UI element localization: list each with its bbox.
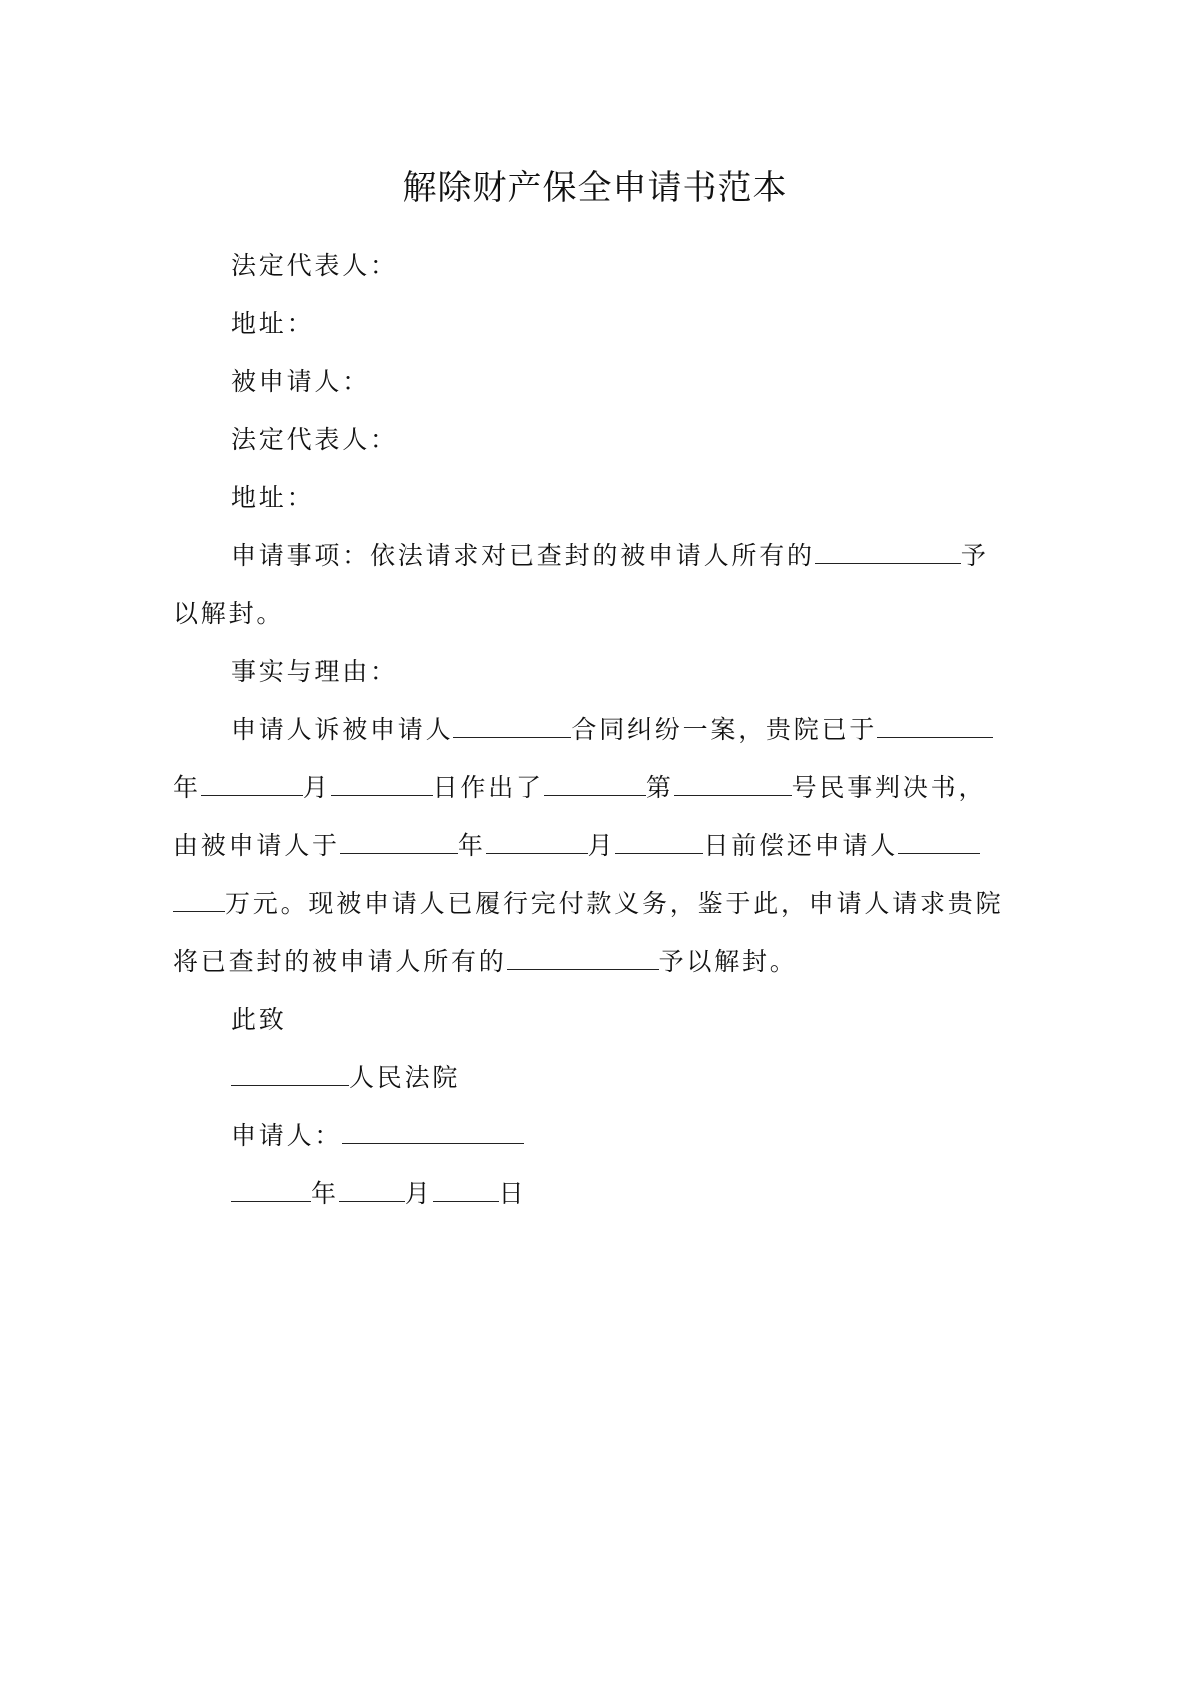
facts-text: 月 [587,831,616,860]
date-day-blank[interactable] [433,1179,499,1202]
facts-text: 申请人诉被申请人 [231,715,454,744]
closing-text: 此致 [231,1005,287,1034]
date-year-blank[interactable] [231,1179,311,1202]
facts-text: 将已查封的被申请人所有的 [173,947,507,976]
applicant-address-label: 地址： [231,309,315,338]
repay-day-blank[interactable] [615,831,703,854]
respondent-address-label: 地址： [231,483,315,512]
judgment-day-blank[interactable] [331,773,433,796]
date-line [231,1178,526,1210]
request-line-1 [231,540,989,572]
applicant-signature-blank[interactable] [342,1121,524,1144]
request-line-2: 以解封。 [173,599,285,628]
date-month-label: 月 [404,1179,433,1208]
case-number-blank[interactable] [674,773,792,796]
facts-line-5 [173,946,798,978]
facts-text: 予以解封。 [658,947,798,976]
repay-month-blank[interactable] [486,831,588,854]
facts-line-4 [173,888,1003,920]
court-name-blank[interactable] [231,1063,349,1086]
facts-line-2 [173,772,986,804]
request-text-end: 予 [960,541,989,570]
facts-text: 年 [173,773,201,802]
facts-text: 年 [457,831,486,860]
court-suffix: 人民法院 [349,1063,461,1092]
applicant-legal-rep-label: 法定代表人： [231,251,398,280]
facts-text: 日作出了 [432,773,544,802]
respondent-label: 被申请人： [231,367,371,396]
facts-text: 万元。现被申请人已履行完付款义务，鉴于此，申请人请求贵院 [225,889,1004,918]
court-line [231,1062,460,1094]
facts-heading: 事实与理由： [231,657,398,686]
facts-text: 由被申请人于 [173,831,340,860]
date-day-label: 日 [498,1179,527,1208]
unseal-property-blank[interactable] [507,947,659,970]
facts-text: 第 [645,773,674,802]
facts-text: 号民事判决书， [791,773,987,802]
facts-line-1 [231,714,993,746]
amount-blank-part-1[interactable] [898,831,980,854]
property-blank[interactable] [815,541,961,564]
document-title: 解除财产保全申请书范本 [402,168,788,208]
repay-year-blank[interactable] [340,831,458,854]
case-year-blank[interactable] [544,773,646,796]
contract-type-blank[interactable] [453,715,571,738]
judgment-month-blank[interactable] [201,773,303,796]
signature-label: 申请人： [231,1121,343,1150]
judgment-year-blank-1[interactable] [877,715,993,738]
date-month-blank[interactable] [339,1179,405,1202]
date-year-label: 年 [311,1179,339,1208]
facts-text: 月 [302,773,331,802]
facts-text: 日前偿还申请人 [703,831,899,860]
facts-text: 合同纠纷一案，贵院已于 [571,715,878,744]
request-text: 申请事项：依法请求对已查封的被申请人所有的 [231,541,815,570]
signature-line [231,1120,524,1152]
amount-blank-part-2[interactable] [173,889,225,912]
facts-line-3 [173,830,980,862]
respondent-legal-rep-label: 法定代表人： [231,425,398,454]
